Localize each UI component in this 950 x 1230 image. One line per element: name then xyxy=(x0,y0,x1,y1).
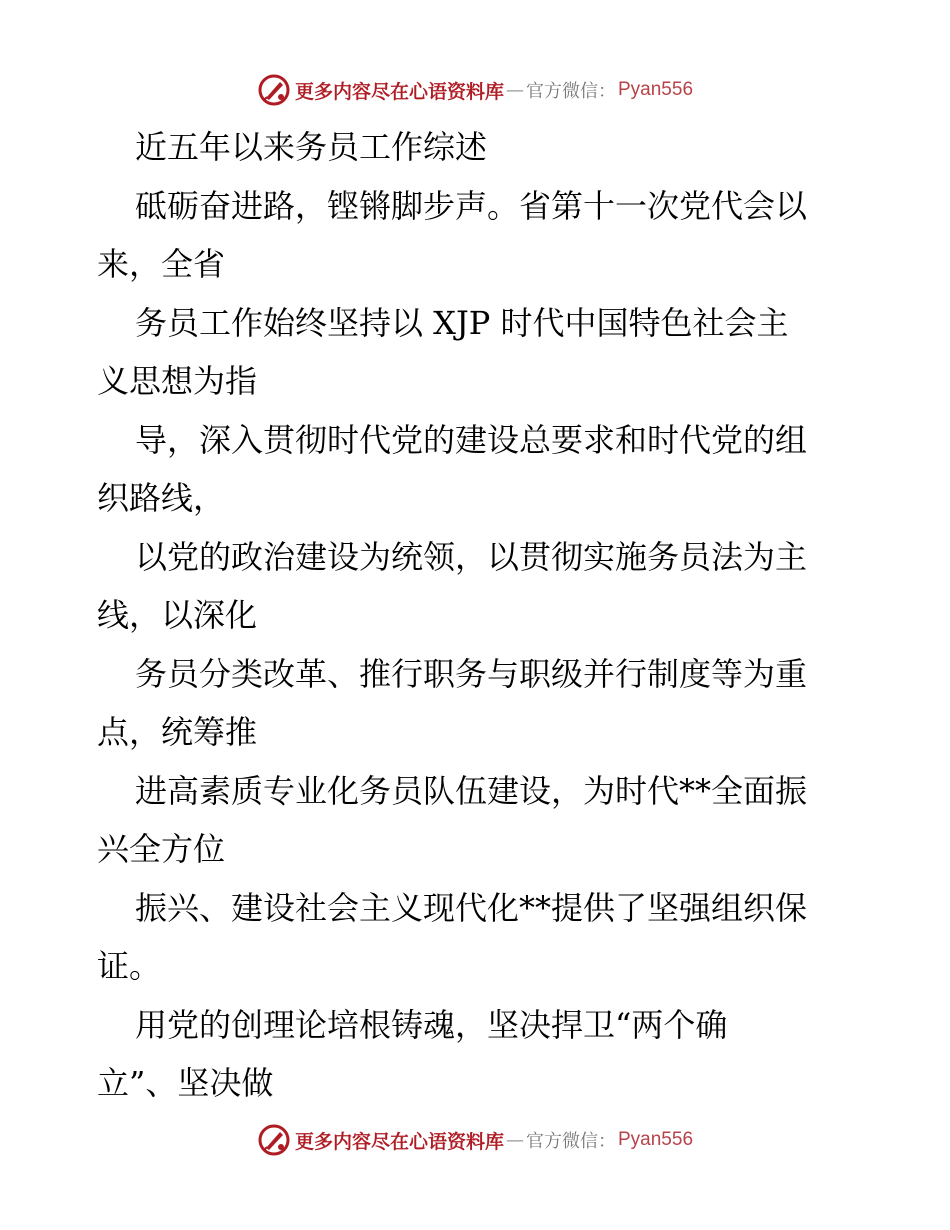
doc-line: 用党的创理论培根铸魂，坚决捍卫“两个确 xyxy=(135,1006,728,1044)
doc-line: 立”、坚决做 xyxy=(97,1064,274,1102)
doc-line: 义思想为指 xyxy=(97,362,258,400)
doc-line: 砥砺奋进路，铿锵脚步声。省第十一次党代会以 xyxy=(135,187,808,225)
doc-line: 点，统筹推 xyxy=(97,713,258,751)
doc-line: 织路线， xyxy=(97,479,226,517)
doc-line: 兴全方位 xyxy=(97,830,226,868)
quill-logo-icon xyxy=(257,1123,291,1157)
doc-title: 近五年以来务员工作综述 xyxy=(135,128,488,166)
header-brand-text: 更多内容尽在心语资料库 xyxy=(294,80,504,103)
doc-line: 务员分类改革、推行职务与职级并行制度等为重 xyxy=(135,655,808,693)
footer-banner xyxy=(0,1120,950,1160)
doc-line: 导，深入贯彻时代党的建设总要求和时代党的组 xyxy=(135,421,808,459)
doc-line: 来，全省 xyxy=(97,245,226,283)
quill-logo-icon xyxy=(257,73,291,107)
header-wechat-id: Pyan556 xyxy=(618,79,694,100)
doc-line: 务员工作始终坚持以 XJP 时代中国特色社会主 xyxy=(135,304,789,342)
header-dash: — xyxy=(506,79,524,101)
doc-line: 证。 xyxy=(97,947,162,985)
footer-dash: — xyxy=(506,1129,524,1151)
doc-line: 线，以深化 xyxy=(97,596,258,634)
header-wechat-label: 官方微信： xyxy=(526,81,616,102)
footer-brand-text: 更多内容尽在心语资料库 xyxy=(294,1130,504,1153)
doc-line: 以党的政治建设为统领，以贯彻实施务员法为主 xyxy=(135,538,808,576)
doc-line: 进高素质专业化务员队伍建设，为时代**全面振 xyxy=(135,772,808,810)
header-banner xyxy=(0,70,950,110)
doc-line: 振兴、建设社会主义现代化**提供了坚强组织保 xyxy=(135,889,808,927)
footer-wechat-id: Pyan556 xyxy=(618,1129,694,1150)
footer-wechat-label: 官方微信： xyxy=(526,1131,616,1152)
